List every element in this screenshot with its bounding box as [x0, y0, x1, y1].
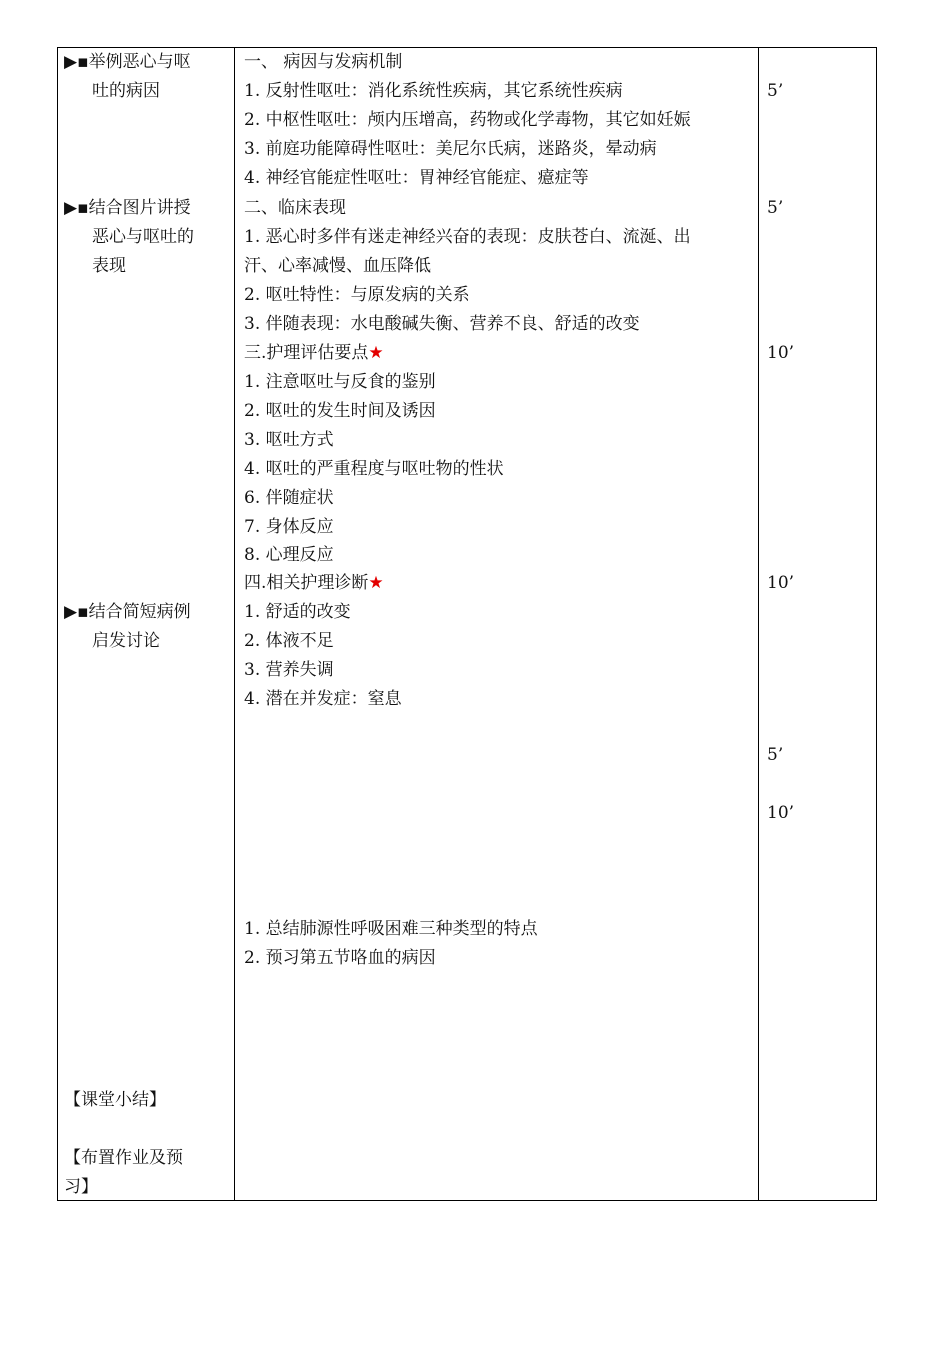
time-value: 5’	[767, 81, 784, 101]
content-column	[236, 48, 758, 1200]
content-item: 3. 营养失调	[244, 660, 334, 680]
content-item: 1. 恶心时多伴有迷走神经兴奋的表现：皮肤苍白、流涎、出	[244, 227, 691, 247]
star-icon: ★	[368, 343, 384, 363]
teaching-method-column	[58, 48, 234, 1200]
method-case-discussion: ▶▪结合简短病例	[64, 602, 191, 622]
method-pictures: ▶▪结合图片讲授	[64, 198, 191, 218]
section-title: 三.护理评估要点★	[244, 343, 384, 363]
content-item: 1. 舒适的改变	[244, 602, 351, 622]
content-item: 汗、心率减慢、血压降低	[244, 256, 431, 276]
time-value: 10’	[767, 343, 795, 363]
star-icon: ★	[368, 573, 384, 593]
content-item: 2. 呕吐的发生时间及诱因	[244, 401, 436, 421]
content-item: 3. 伴随表现：水电酸碱失衡、营养不良、舒适的改变	[244, 314, 640, 334]
homework-item: 1. 总结肺源性呼吸困难三种类型的特点	[244, 919, 538, 939]
column-divider	[234, 48, 235, 1200]
method-example-causes: ▶▪举例恶心与呕	[64, 52, 191, 72]
time-value: 10’	[767, 573, 795, 593]
section-title: 四.相关护理诊断★	[244, 573, 384, 593]
time-value: 5’	[767, 198, 784, 218]
section-title: 二、临床表现	[244, 198, 346, 218]
content-item: 2. 呕吐特性：与原发病的关系	[244, 285, 470, 305]
content-item: 2. 中枢性呕吐：颅内压增高，药物或化学毒物，其它如妊娠	[244, 110, 691, 130]
content-item: 1. 注意呕吐与反食的鉴别	[244, 372, 436, 392]
content-item: 6. 伴随症状	[244, 488, 334, 508]
homework-label: 【布置作业及预	[64, 1148, 183, 1168]
lesson-plan-table	[57, 47, 877, 1201]
content-item: 3. 呕吐方式	[244, 430, 334, 450]
content-item: 2. 体液不足	[244, 631, 334, 651]
homework-item: 2. 预习第五节咯血的病因	[244, 948, 436, 968]
section-title: 一、 病因与发病机制	[244, 52, 403, 72]
class-summary-label: 【课堂小结】	[64, 1090, 166, 1110]
method-text: 吐的病因	[92, 81, 160, 101]
content-item: 4. 呕吐的严重程度与呕吐物的性状	[244, 459, 504, 479]
time-value: 5’	[767, 745, 784, 765]
content-item: 4. 潜在并发症：窒息	[244, 689, 402, 709]
content-item: 8. 心理反应	[244, 545, 334, 565]
method-text: 启发讨论	[92, 631, 160, 651]
method-text: 表现	[92, 256, 126, 276]
homework-label: 习】	[64, 1177, 98, 1197]
content-item: 7. 身体反应	[244, 517, 334, 537]
content-item: 4. 神经官能症性呕吐：胃神经官能症、癔症等	[244, 168, 589, 188]
time-value: 10’	[767, 803, 795, 823]
content-item: 3. 前庭功能障碍性呕吐：美尼尔氏病，迷路炎，晕动病	[244, 139, 657, 159]
time-column	[759, 48, 876, 1200]
content-item: 1. 反射性呕吐：消化系统性疾病，其它系统性疾病	[244, 81, 623, 101]
method-text: 恶心与呕吐的	[92, 227, 194, 247]
